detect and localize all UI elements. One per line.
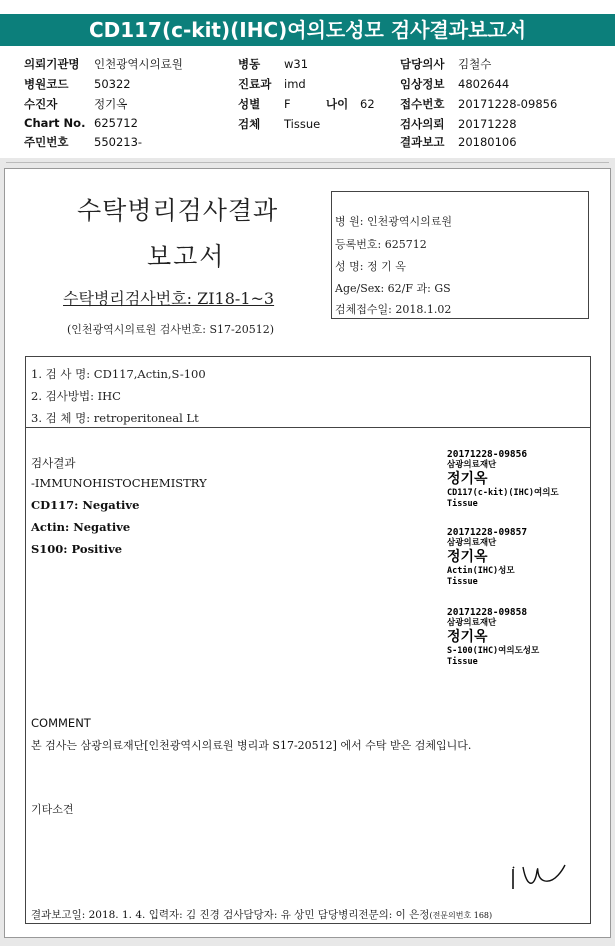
results-subtitle: -IMMUNOHISTOCHEMISTRY xyxy=(31,476,207,490)
result-s100: S100: Positive xyxy=(31,542,123,556)
specimen-name: 3. 검 체 명: retroperitoneal Lt xyxy=(31,411,199,425)
result-actin: Actin: Negative xyxy=(31,520,131,534)
test-name: 1. 검 사 명: CD117,Actin,S-100 xyxy=(31,367,206,381)
scanned-report xyxy=(4,168,611,938)
header-field-clinical-info: 임상정보 4802644 xyxy=(400,77,510,91)
header-field-institution: 의뢰기관명 인천광역시의료원 xyxy=(24,57,183,71)
header-field-doctor: 담당의사 김철수 xyxy=(400,57,492,71)
report-title: CD117(c-kit)(IHC)여의도성모 검사결과보고서 xyxy=(0,14,615,46)
patient-info-box xyxy=(331,191,589,319)
test-method: 2. 검사방법: IHC xyxy=(31,389,121,403)
result-cd117: CD117: Negative xyxy=(31,498,140,512)
header-field-sex: 성별 F xyxy=(238,97,291,111)
header-field-ward: 병동 w31 xyxy=(238,57,309,71)
registration-number: 수탁병리검사번호: ZI18-1~3 xyxy=(63,289,275,308)
header-field-department: 진료과 imd xyxy=(238,77,306,91)
header-field-resident-no: 주민번호 550213- xyxy=(24,135,143,149)
header-field-receipt-no: 접수번호 20171228-09856 xyxy=(400,97,558,111)
report-heading: 수탁병리검사결과 xyxy=(77,196,279,225)
comment-text: 본 검사는 삼광의료재단[인천광역시의료원 병리과 S17-20512] 에서 수탁 받은 검체입니다. xyxy=(31,739,472,752)
patient-reg-no: 등록번호: 625712 xyxy=(335,238,427,251)
patient-hospital: 병 원: 인천광역시의료원 xyxy=(335,215,452,228)
results-divider xyxy=(25,427,591,428)
header-field-patient: 수진자 정기옥 xyxy=(24,97,128,111)
hospital-test-number: (인천광역시의료원 검사번호: S17-20512) xyxy=(67,323,275,336)
patient-age-sex: Age/Sex: 62/F 과: GS xyxy=(335,282,451,295)
other-findings-label: 기타소견 xyxy=(31,803,74,816)
header-field-chart-no: Chart No. 625712 xyxy=(24,116,138,130)
header-field-request-date: 검사의뢰 20171228 xyxy=(400,117,517,131)
specimen-label-2: 20171228-09857 삼광의료재단 정기옥 Actin(IHC)성모 Tissue xyxy=(447,527,528,587)
header-divider xyxy=(6,162,609,163)
results-title: 검사결과 xyxy=(31,456,76,470)
comment-heading: COMMENT xyxy=(31,716,91,730)
report-footer: 결과보고일: 2018. 1. 4. 입력자: 김 진경 검사담당자: 유 상민 담당병리전문의: 이 은정(전문의번호 168) xyxy=(31,909,493,921)
pathologist-signature xyxy=(505,859,575,899)
report-heading-sub: 보고서 xyxy=(147,242,226,271)
header-field-report-date: 결과보고 20180106 xyxy=(400,135,517,149)
specimen-label-1: 20171228-09856 삼광의료재단 정기옥 CD117(c-kit)(IHC)여의도 Tissue xyxy=(447,449,559,509)
header-field-specimen: 검체 Tissue xyxy=(238,117,321,131)
specimen-received-date: 검체접수일: 2018.1.02 xyxy=(335,303,452,316)
header-field-hospital-code: 병원코드 50322 xyxy=(24,77,131,91)
specimen-label-3: 20171228-09858 삼광의료재단 정기옥 S-100(IHC)여의도성모 Tissue xyxy=(447,607,540,667)
header-field-age: 나이 62 xyxy=(326,97,375,111)
patient-name: 성 명: 정 기 옥 xyxy=(335,260,406,273)
report-header xyxy=(0,0,615,158)
